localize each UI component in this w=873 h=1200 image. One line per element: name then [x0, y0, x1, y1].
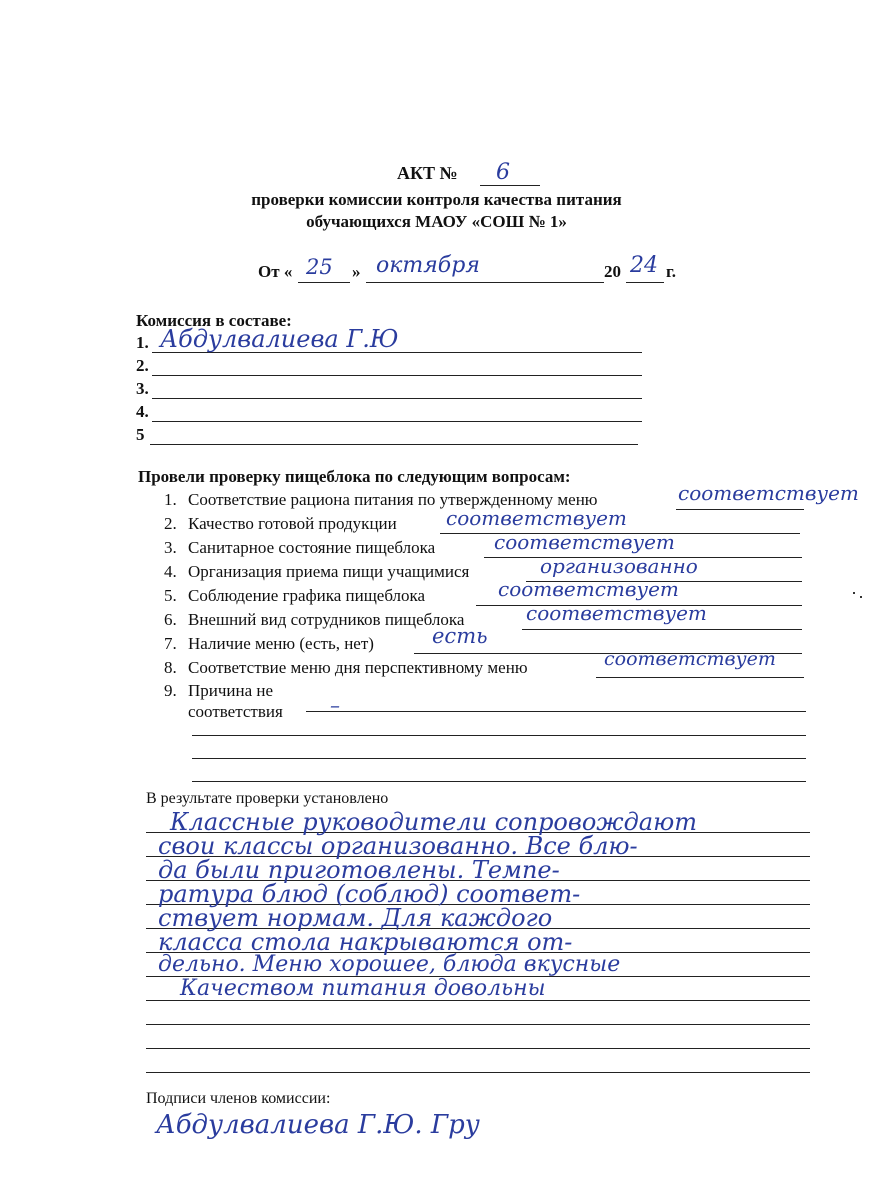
- result-line: [146, 1048, 810, 1049]
- date-suffix: г.: [666, 262, 677, 281]
- result-text-3: да были приготовлены. Темпе-: [158, 856, 560, 884]
- reason-line-3: [192, 758, 806, 759]
- question-num: 1.: [164, 490, 177, 509]
- signatures-title: Подписи членов комиссии:: [146, 1090, 331, 1107]
- question-label: Санитарное состояние пищеблока: [188, 538, 436, 557]
- member-line-4: [152, 421, 642, 422]
- member-num-4: 4.: [136, 402, 149, 421]
- member-name-1: Абдулвалиева Г.Ю: [160, 325, 399, 353]
- member-line-3: [152, 398, 642, 399]
- answer-7: есть: [432, 624, 488, 648]
- result-line: [146, 1024, 810, 1025]
- reason-line-4: [192, 781, 806, 782]
- result-text-4: ратура блюд (соблюд) соответ-: [158, 880, 581, 908]
- signatures-handwritten: Абдулвалиева Г.Ю. Гру: [156, 1110, 480, 1140]
- result-text-7: дельно. Меню хорошее, блюда вкусные: [158, 952, 621, 977]
- date-day-line: [298, 282, 350, 283]
- answer-1: соответствует: [678, 481, 859, 505]
- reason-line-1: [306, 711, 806, 712]
- question-4: [164, 562, 469, 582]
- question-label: Организация приема пищи учащимися: [188, 562, 470, 581]
- act-label: АКТ №: [397, 163, 458, 183]
- question-num: 5.: [164, 586, 177, 605]
- answer-line-8: [596, 677, 804, 678]
- reason-line-2: [192, 735, 806, 736]
- result-line: [146, 1072, 810, 1073]
- result-text-5: ствует нормам. Для каждого: [158, 904, 553, 932]
- question-num: 2.: [164, 514, 177, 533]
- question-label: Соответствие рациона питания по утвержденному меню: [188, 490, 598, 509]
- result-text-6: класса стола накрываются от-: [158, 928, 573, 956]
- act-title-line2: обучающихся МАОУ «СОШ № 1»: [306, 212, 567, 231]
- question-num: 4.: [164, 562, 177, 581]
- commission-title: Комиссия в составе:: [136, 311, 292, 330]
- question-num: 9.: [164, 681, 177, 700]
- result-text-1: Классные руководители сопровождают: [170, 808, 697, 836]
- answer-3: соответствует: [494, 530, 675, 554]
- question-num: 7.: [164, 634, 177, 653]
- date-month: октября: [376, 253, 480, 278]
- question-6: [164, 610, 464, 630]
- result-text-2: свои классы организованно. Все блю-: [158, 832, 638, 860]
- act-number: 6: [496, 160, 510, 185]
- question-num: 8.: [164, 658, 177, 677]
- question-label: Соблюдение графика пищеблока: [188, 586, 426, 605]
- question-label: Причина не: [188, 681, 274, 700]
- question-label: Наличие меню (есть, нет): [188, 634, 374, 653]
- answer-line-6: [522, 629, 802, 630]
- question-2: [164, 514, 397, 534]
- date-prefix: От «: [258, 262, 293, 281]
- date-mid: »: [352, 262, 361, 281]
- question-5: [164, 586, 425, 606]
- date-day: 25: [306, 255, 333, 279]
- question-num: 3.: [164, 538, 177, 557]
- question-label: Качество готовой продукции: [188, 514, 397, 533]
- answer-6: соответствует: [526, 601, 707, 625]
- question-label: Внешний вид сотрудников пищеблока: [188, 610, 465, 629]
- act-title-line1: проверки комиссии контроля качества питания: [251, 190, 622, 209]
- answer-line-1: [676, 509, 804, 510]
- answer-8: соответствует: [604, 648, 776, 670]
- reason-answer: –: [330, 693, 340, 717]
- question-8: [164, 658, 528, 678]
- member-num-3: 3.: [136, 379, 149, 398]
- question-3: [164, 538, 435, 558]
- scan-speck: [860, 596, 862, 598]
- member-num-5: 5: [136, 425, 145, 444]
- act-number-line: [480, 185, 540, 186]
- question-9: [164, 681, 273, 701]
- member-line-5: [150, 444, 638, 445]
- question-num: 6.: [164, 610, 177, 629]
- member-num-2: 2.: [136, 356, 149, 375]
- answer-2: соответствует: [446, 506, 627, 530]
- question-label: Соответствие меню дня перспективному меню: [188, 658, 528, 677]
- member-num-1: 1.: [136, 333, 149, 352]
- result-title: В результате проверки установлено: [146, 790, 389, 807]
- answer-5: соответствует: [498, 577, 679, 601]
- questions-title: Провели проверку пищеблока по следующим вопросам:: [138, 467, 571, 486]
- result-text-8: Качеством питания довольны: [180, 976, 546, 1001]
- date-year: 24: [630, 253, 658, 278]
- question-7: [164, 634, 374, 654]
- question-9-cont: соответствия: [188, 702, 283, 721]
- answer-4: организованно: [540, 554, 698, 578]
- date-year-line: [626, 282, 664, 283]
- date-month-line: [366, 282, 604, 283]
- member-line-2: [152, 375, 642, 376]
- date-year-prefix: 20: [604, 262, 621, 281]
- scan-speck: [853, 592, 855, 594]
